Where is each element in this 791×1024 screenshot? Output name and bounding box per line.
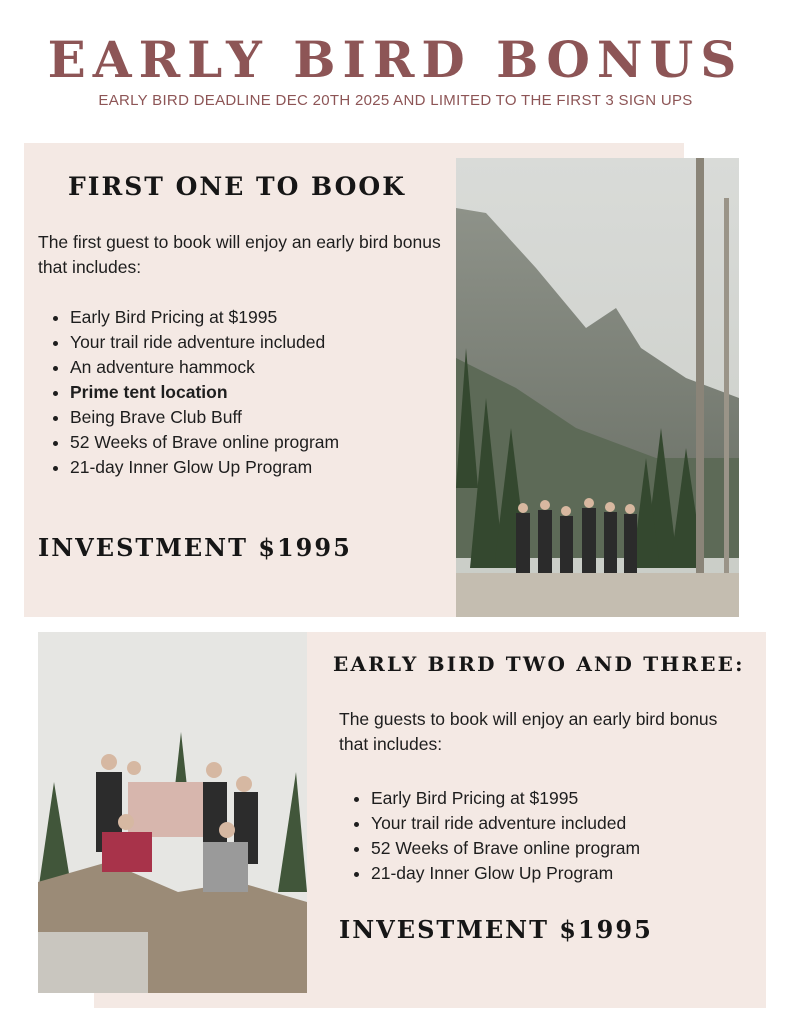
summit-group-photo	[38, 632, 307, 993]
bullet-item: • 21-day Inner Glow Up Program	[371, 861, 640, 886]
card-one-intro: The first guest to book will enjoy an early bird bonus that includes:	[38, 232, 441, 277]
card-two-bullet-list	[339, 786, 640, 886]
bullet-item: • Your trail ride adventure included	[70, 330, 339, 355]
bullet-item: • Your trail ride adventure included	[371, 811, 640, 836]
bullet-item: • Being Brave Club Buff	[70, 405, 339, 430]
card-two-intro: The guests to book will enjoy an early bird bonus that includes:	[339, 709, 718, 754]
bullet-item: • Early Bird Pricing at $1995	[70, 305, 339, 330]
bullet-item: • 52 Weeks of Brave online program	[371, 836, 640, 861]
card-one-bullet-list	[38, 305, 339, 480]
bullet-item-highlight: • Prime tent location	[70, 380, 339, 405]
card-two-heading: EARLY BIRD TWO AND THREE:	[333, 652, 745, 676]
bullet-item: • 52 Weeks of Brave online program	[70, 430, 339, 455]
bullet-item: • Early Bird Pricing at $1995	[371, 786, 640, 811]
page-title: EARLY BIRD BONUS	[47, 30, 744, 89]
mountain-group-photo	[456, 158, 739, 617]
bullet-item: • An adventure hammock	[70, 355, 339, 380]
page-subtitle: EARLY BIRD DEADLINE DEC 20TH 2025 AND LIMITED TO THE FIRST 3 SIGN UPS	[98, 92, 693, 109]
bullet-item: • 21-day Inner Glow Up Program	[70, 455, 339, 480]
card-one-heading: FIRST ONE TO BOOK	[68, 172, 406, 201]
card-one-investment: INVESTMENT $1995	[38, 533, 352, 562]
card-two-investment: INVESTMENT $1995	[339, 915, 653, 944]
